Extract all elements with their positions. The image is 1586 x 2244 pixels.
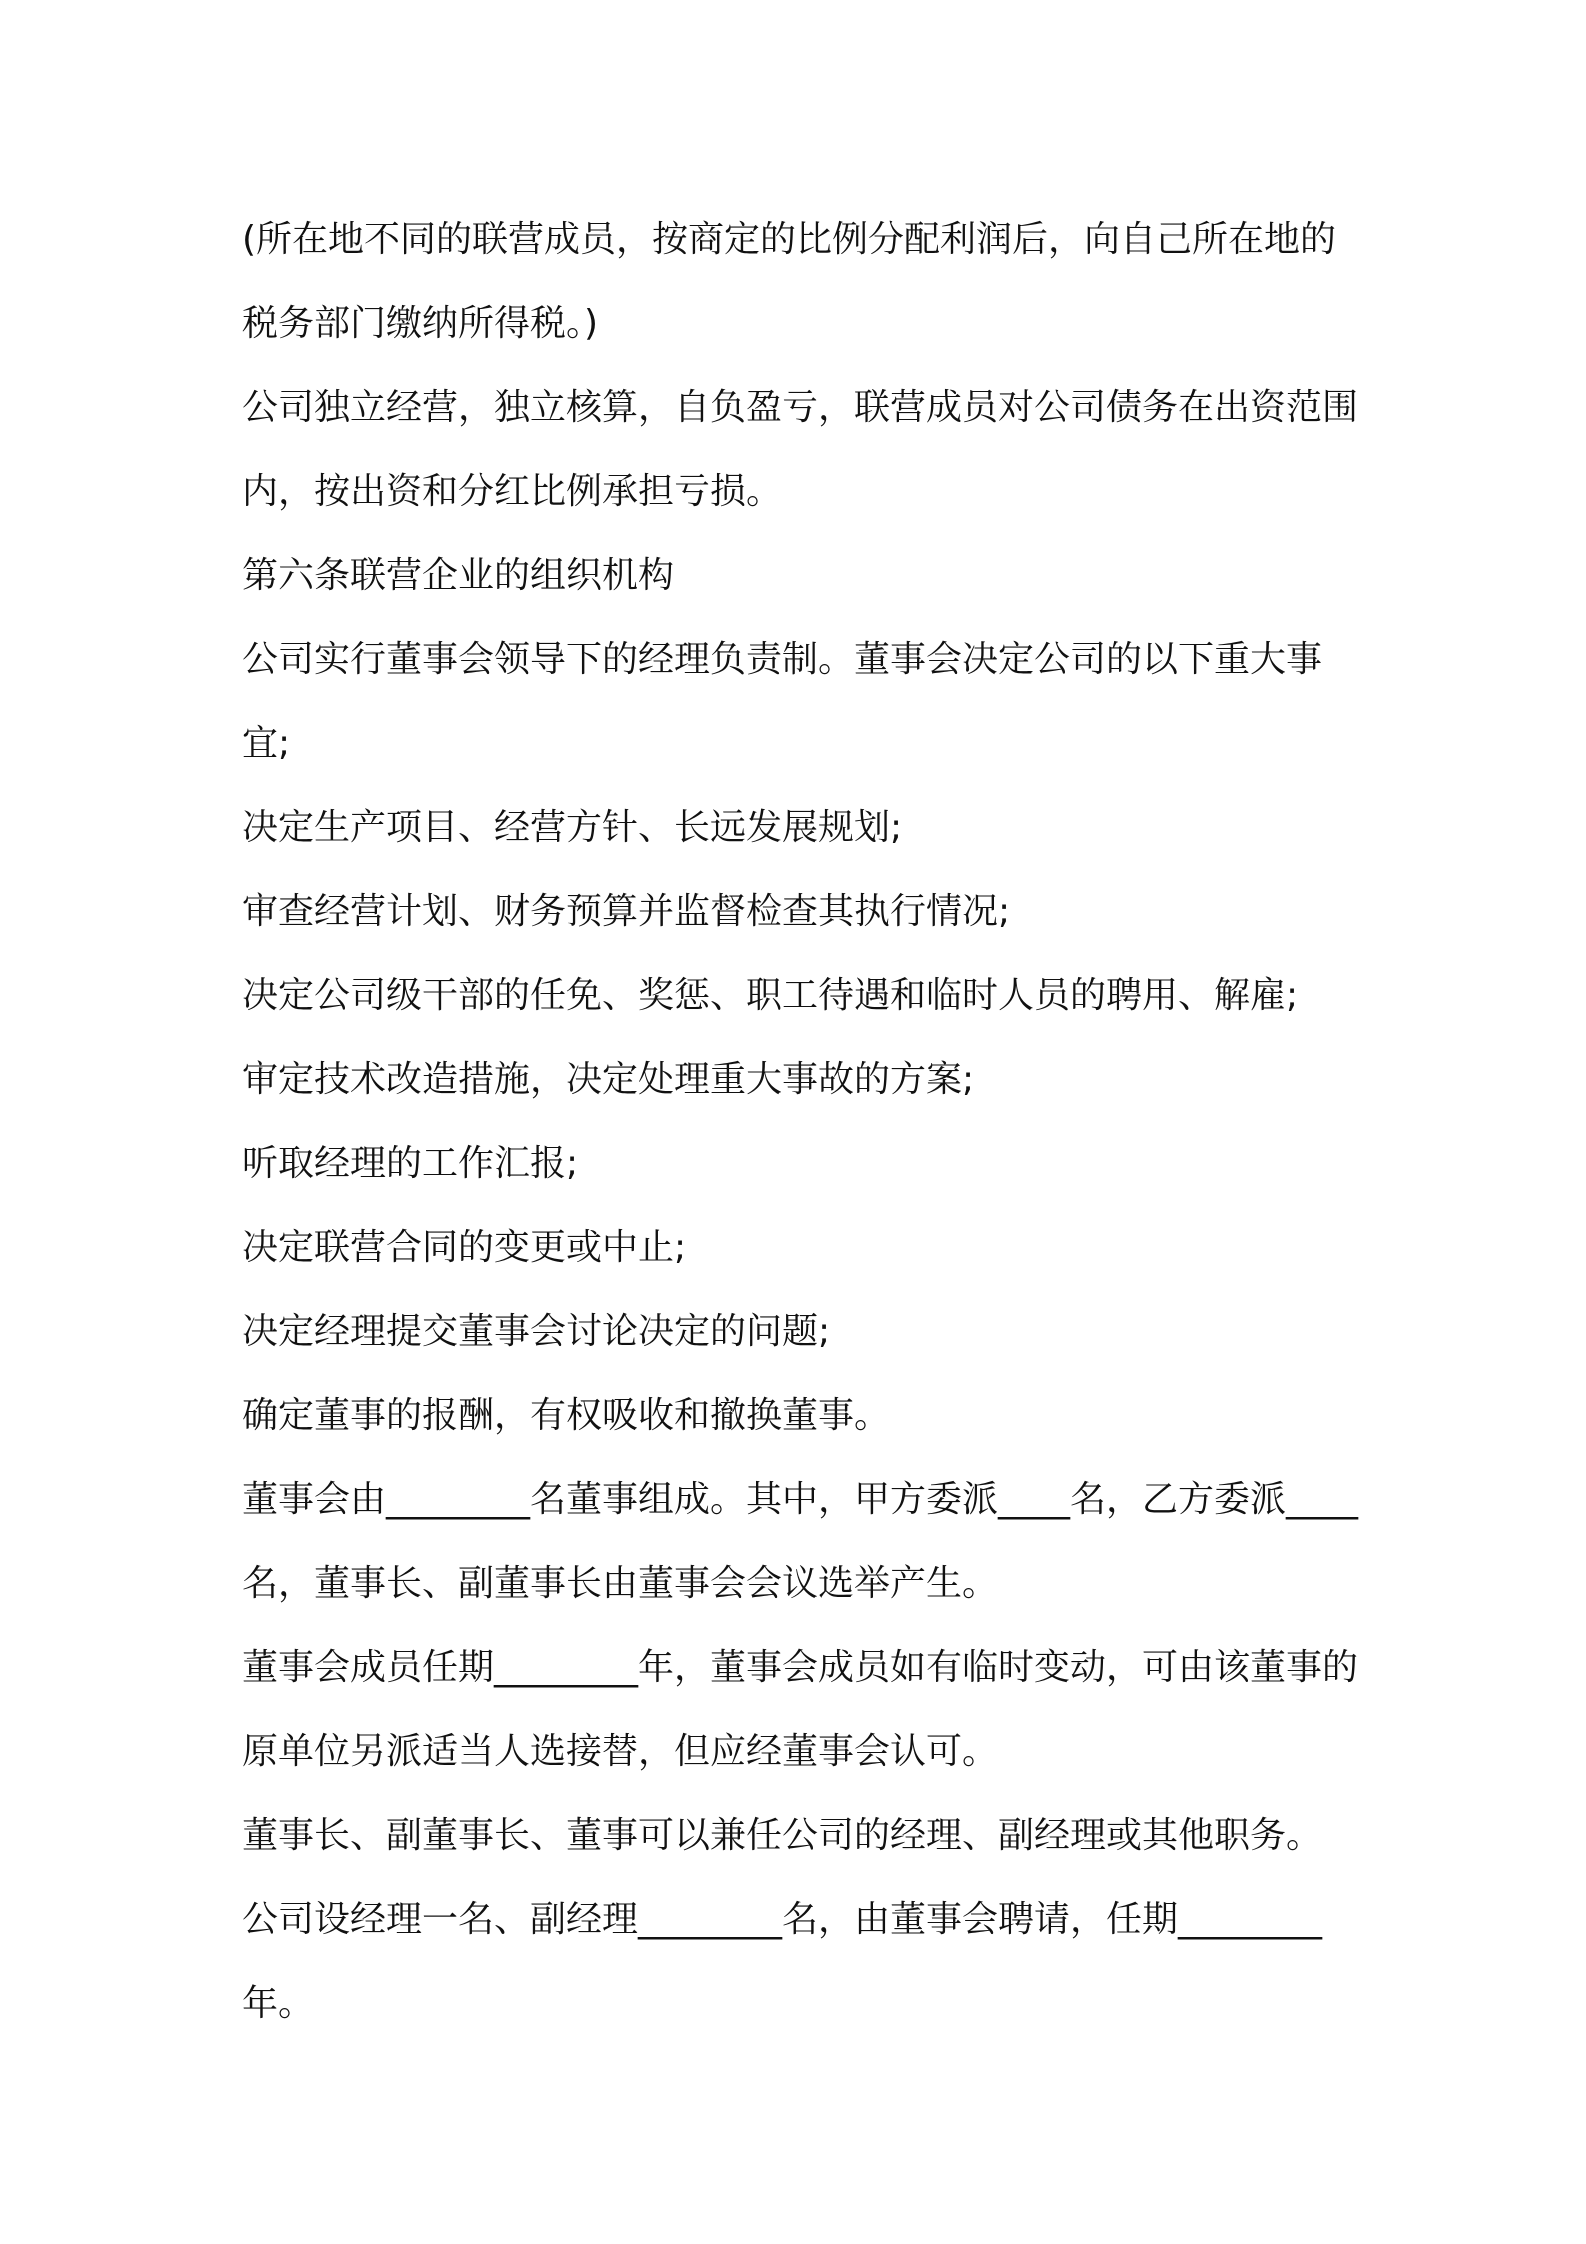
paragraph-board-term: 董事会成员任期________年，董事会成员如有临时变动，可由该董事的原单位另派适当人选接替，但应经董事会认可。: [242, 1647, 1359, 1772]
list-item-manager-issues: 决定经理提交董事会讨论决定的问题;: [242, 1311, 831, 1352]
list-item-personnel: 决定公司级干部的任免、奖惩、职工待遇和临时人员的聘用、解雇;: [242, 975, 1299, 1016]
paragraph-concurrent-posts: 董事长、副董事长、董事可以兼任公司的经理、副经理或其他职务。: [242, 1815, 1323, 1856]
paragraph-independent-operation: 公司独立经营，独立核算，自负盈亏，联营成员对公司债务在出资范围内，按出资和分红比例承担亏损。: [242, 387, 1359, 512]
paragraph-tax-note: (所在地不同的联营成员，按商定的比例分配利润后，向自己所在地的税务部门缴纳所得税。): [242, 219, 1337, 344]
list-item-director-pay: 确定董事的报酬，有权吸收和撤换董事。: [242, 1395, 891, 1436]
list-item-production-plan: 决定生产项目、经营方针、长远发展规划;: [242, 807, 903, 848]
paragraph-board-composition: 董事会由________名董事组成。其中，甲方委派____名，乙方委派____名，董事长、副董事长由董事会会议选举产生。: [242, 1479, 1359, 1604]
list-item-tech-reform: 审定技术改造措施，决定处理重大事故的方案;: [242, 1059, 975, 1100]
list-item-manager-report: 听取经理的工作汇报;: [242, 1143, 579, 1184]
section-heading-article-6: 第六条联营企业的组织机构: [242, 555, 675, 596]
list-item-budget-review: 审查经营计划、财务预算并监督检查其执行情况;: [242, 891, 1011, 932]
document-body: [242, 198, 1362, 2046]
paragraph-manager-appointment: 公司设经理一名、副经理________名，由董事会聘请，任期________年。: [242, 1899, 1323, 2024]
list-item-contract-change: 决定联营合同的变更或中止;: [242, 1227, 687, 1268]
paragraph-board-system: 公司实行董事会领导下的经理负责制。董事会决定公司的以下重大事宜;: [242, 639, 1323, 764]
